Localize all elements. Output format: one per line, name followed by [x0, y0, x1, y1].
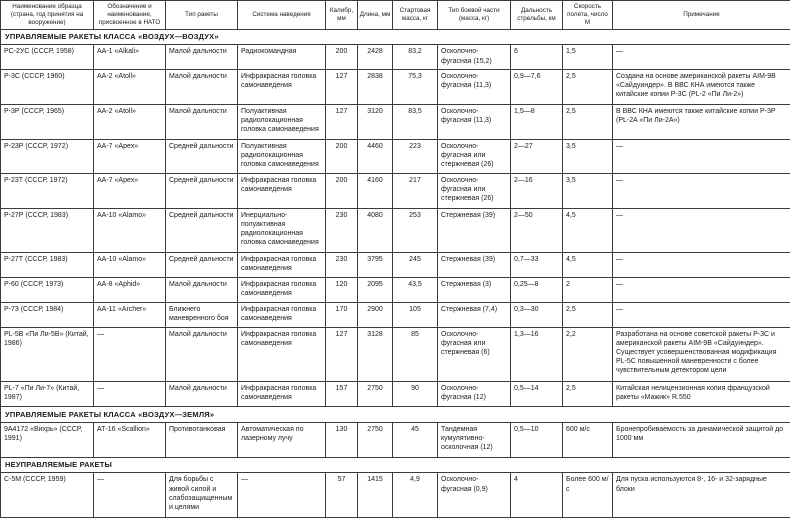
table-cell: Стержневая (39)	[438, 208, 511, 252]
table-cell: Осколочно-фугасная или стержневая (6)	[438, 328, 511, 382]
table-cell: 75,3	[393, 70, 438, 105]
table-cell: 200	[326, 45, 358, 70]
header-cell: Длина, мм	[358, 1, 393, 30]
table-cell: Р-73 (СССР, 1984)	[1, 303, 94, 328]
section-row	[1, 29, 790, 45]
table-cell: 2,5	[563, 70, 613, 105]
table-cell: АА-2 «Atoll»	[94, 70, 166, 105]
table-cell: Р-23Т (СССР, 1972)	[1, 174, 94, 209]
table-cell: 4,9	[393, 473, 438, 518]
table-cell: —	[613, 174, 790, 209]
section-header: УПРАВЛЯЕМЫЕ РАКЕТЫ КЛАССА «ВОЗДУХ—ЗЕМЛЯ»	[1, 407, 790, 423]
section-row	[1, 457, 790, 473]
table-cell: Инфракрасная головка самонаведения	[238, 303, 326, 328]
table-cell: Противотанковая	[166, 422, 238, 457]
table-cell: 0,5—10	[511, 422, 563, 457]
table-cell: Стержневая (3)	[438, 278, 511, 303]
table-cell: Средней дальности	[166, 139, 238, 174]
table-cell: Полуактивная радиолокационная головка самонаведения	[238, 139, 326, 174]
table-cell: 57	[326, 473, 358, 518]
table-cell: АА-7 «Apex»	[94, 174, 166, 209]
table-cell: 2,5	[563, 303, 613, 328]
table-cell: Малой дальности	[166, 104, 238, 139]
table-cell: 6	[511, 45, 563, 70]
table-row	[1, 45, 790, 70]
table-cell: Автоматическая по лазерному лучу	[238, 422, 326, 457]
table-cell: —	[94, 382, 166, 407]
table-cell: 2900	[358, 303, 393, 328]
table-cell: 127	[326, 70, 358, 105]
table-cell: —	[613, 303, 790, 328]
table-cell: 170	[326, 303, 358, 328]
table-cell: Инфракрасная головка самонаведения	[238, 328, 326, 382]
table-cell: 2428	[358, 45, 393, 70]
table-cell: Осколочно-фугасная или стержневая (26)	[438, 139, 511, 174]
header-cell: Примечание	[613, 1, 790, 30]
table-cell: Средней дальности	[166, 208, 238, 252]
table-cell: 245	[393, 253, 438, 278]
table-cell: АА-10 «Alamo»	[94, 253, 166, 278]
table-cell: АА-7 «Apex»	[94, 139, 166, 174]
table-cell: Малой дальности	[166, 278, 238, 303]
table-cell: 0,7—33	[511, 253, 563, 278]
table-cell: 600 м/с	[563, 422, 613, 457]
section-header: УПРАВЛЯЕМЫЕ РАКЕТЫ КЛАССА «ВОЗДУХ—ВОЗДУХ»	[1, 29, 790, 45]
table-row	[1, 382, 790, 407]
table-cell: 120	[326, 278, 358, 303]
table-cell: Малой дальности	[166, 45, 238, 70]
table-cell: 85	[393, 328, 438, 382]
table-cell: 83,2	[393, 45, 438, 70]
table-cell: 3795	[358, 253, 393, 278]
section-header: НЕУПРАВЛЯЕМЫЕ РАКЕТЫ	[1, 457, 790, 473]
table-cell: 4460	[358, 139, 393, 174]
table-cell: Осколочно-фугасная (11,3)	[438, 104, 511, 139]
table-cell: Стержневая (39)	[438, 253, 511, 278]
table-cell: —	[238, 473, 326, 518]
table-cell: Инфракрасная головка самонаведения	[238, 382, 326, 407]
table-cell: 223	[393, 139, 438, 174]
table-cell: 9А4172 «Вихрь» (СССР, 1991)	[1, 422, 94, 457]
table-cell: 200	[326, 139, 358, 174]
table-cell: 4	[511, 473, 563, 518]
table-cell: 0,25—8	[511, 278, 563, 303]
header-cell: Калибр, мм	[326, 1, 358, 30]
table-cell: 1,5—8	[511, 104, 563, 139]
table-cell: Осколочно-фугасная (11,3)	[438, 70, 511, 105]
table-cell: 0,5—14	[511, 382, 563, 407]
table-cell: Для борьбы с живой силой и слабозащищенными целями	[166, 473, 238, 518]
table-cell: Бронепробиваемость за динамической защитой до 1000 мм	[613, 422, 790, 457]
table-cell: 2—50	[511, 208, 563, 252]
table-cell: Р-23Р (СССР, 1972)	[1, 139, 94, 174]
table-cell: АА-1 «Alkali»	[94, 45, 166, 70]
table-row	[1, 303, 790, 328]
table-row	[1, 253, 790, 278]
table-header	[1, 1, 790, 30]
table-cell: —	[613, 139, 790, 174]
table-cell: 2,2	[563, 328, 613, 382]
table-cell: Осколочно-фугасная (0,9)	[438, 473, 511, 518]
table-cell: —	[613, 208, 790, 252]
table-cell: 3128	[358, 328, 393, 382]
table-cell: PL-5B «Пи Ли-5В» (Китай, 1986)	[1, 328, 94, 382]
table-cell: Средней дальности	[166, 253, 238, 278]
table-row	[1, 208, 790, 252]
table-cell: 4160	[358, 174, 393, 209]
header-cell: Стартовая масса, кг	[393, 1, 438, 30]
table-row	[1, 328, 790, 382]
table-row	[1, 70, 790, 105]
table-cell: Осколочно-фугасная (15,2)	[438, 45, 511, 70]
table-cell: 157	[326, 382, 358, 407]
table-cell: 3,5	[563, 139, 613, 174]
table-cell: —	[613, 45, 790, 70]
table-cell: 127	[326, 104, 358, 139]
table-cell: 2,5	[563, 104, 613, 139]
header-cell: Наименование образца (страна, год принятия на вооружение)	[1, 1, 94, 30]
table-cell: 4080	[358, 208, 393, 252]
table-cell: Разработана на основе советской ракеты Р-3С и американской ракеты AIM-9В «Сайдуиндер». Существует усовершенствованная модификация PL-5С повышенной маневренности с более чувствительным детектором цели	[613, 328, 790, 382]
table-cell: АТ-16 «Scallion»	[94, 422, 166, 457]
table-cell: 0,3—30	[511, 303, 563, 328]
table-cell: Инфракрасная головка самонаведения	[238, 278, 326, 303]
table-cell: Стержневая (7,4)	[438, 303, 511, 328]
table-cell: Малой дальности	[166, 382, 238, 407]
table-cell: АА-2 «Atoll»	[94, 104, 166, 139]
table-cell: 3,5	[563, 174, 613, 209]
table-cell: 130	[326, 422, 358, 457]
table-cell: 2095	[358, 278, 393, 303]
table-cell: —	[613, 253, 790, 278]
header-cell: Обозначение и наименование, присвоенное в НАТО	[94, 1, 166, 30]
table-cell: 2—16	[511, 174, 563, 209]
table-cell: 2838	[358, 70, 393, 105]
table-cell: Р-27Р (СССР, 1983)	[1, 208, 94, 252]
table-cell: Средней дальности	[166, 174, 238, 209]
table-cell: Инфракрасная головка самонаведения	[238, 253, 326, 278]
table-cell: Инфракрасная головка самонаведения	[238, 70, 326, 105]
table-cell: 0,9—7,6	[511, 70, 563, 105]
header-row	[1, 1, 790, 30]
table-cell: В ВВС КНА имеются также китайские копии Р-3Р (PL-2A «Пи Ли-2А»)	[613, 104, 790, 139]
table-cell: 83,5	[393, 104, 438, 139]
table-cell: Тандемная кумулятивно-осколочная (12)	[438, 422, 511, 457]
table-row	[1, 278, 790, 303]
table-cell: 217	[393, 174, 438, 209]
table-cell: 4,5	[563, 208, 613, 252]
table-body	[1, 29, 790, 517]
table-cell: 1415	[358, 473, 393, 518]
table-cell: Ближнего маневренного боя	[166, 303, 238, 328]
table-cell: Малой дальности	[166, 328, 238, 382]
table-cell: Малой дальности	[166, 70, 238, 105]
table-row	[1, 104, 790, 139]
table-cell: Китайская нелицензионная копия французской ракеты «Мажик» R.550	[613, 382, 790, 407]
table-cell: Полуактивная радиолокационная головка самонаведения	[238, 104, 326, 139]
table-cell: АА-11 «Archer»	[94, 303, 166, 328]
header-cell: Дальность стрельбы, км	[511, 1, 563, 30]
table-cell: 2	[563, 278, 613, 303]
table-cell: 230	[326, 253, 358, 278]
table-cell: —	[613, 278, 790, 303]
table-cell: С-5М (СССР, 1959)	[1, 473, 94, 518]
table-row	[1, 139, 790, 174]
table-cell: РС-2УС (СССР, 1958)	[1, 45, 94, 70]
table-cell: Радиокомандная	[238, 45, 326, 70]
table-cell: 3120	[358, 104, 393, 139]
table-cell: 90	[393, 382, 438, 407]
table-cell: 2—27	[511, 139, 563, 174]
table-row	[1, 174, 790, 209]
table-cell: Р-60 (СССР, 1973)	[1, 278, 94, 303]
table-cell: АА-8 «Aphid»	[94, 278, 166, 303]
table-cell: —	[94, 473, 166, 518]
table-cell: 253	[393, 208, 438, 252]
table-cell: Р-3С (СССР, 1960)	[1, 70, 94, 105]
header-cell: Система наведения	[238, 1, 326, 30]
table-cell: 127	[326, 328, 358, 382]
table-cell: Р-3Р (СССР, 1965)	[1, 104, 94, 139]
table-cell: Инфракрасная головка самонаведения	[238, 174, 326, 209]
table-cell: 230	[326, 208, 358, 252]
table-cell: 1,3—16	[511, 328, 563, 382]
table-cell: 2750	[358, 422, 393, 457]
table-cell: 45	[393, 422, 438, 457]
header-cell: Тип боевой части (масса, кг)	[438, 1, 511, 30]
table-cell: Инерциально-полуактивная радиолокационная головка самонаведения	[238, 208, 326, 252]
table-cell: 200	[326, 174, 358, 209]
table-cell: Для пуска используются 8-, 16- и 32-зарядные блоки	[613, 473, 790, 518]
table-cell: Осколочно-фугасная (12)	[438, 382, 511, 407]
table-cell: АА-10 «Alamo»	[94, 208, 166, 252]
table-row	[1, 422, 790, 457]
table-cell: Осколочно-фугасная или стержневая (26)	[438, 174, 511, 209]
table-cell: PL-7 «Пи Ли-7» (Китай, 1987)	[1, 382, 94, 407]
section-row	[1, 407, 790, 423]
header-cell: Скорость полета, число М	[563, 1, 613, 30]
header-cell: Тип ракеты	[166, 1, 238, 30]
table-row	[1, 473, 790, 518]
table-cell: 4,5	[563, 253, 613, 278]
table-cell: Р-27Т (СССР, 1983)	[1, 253, 94, 278]
table-cell: 2750	[358, 382, 393, 407]
table-cell: Более 600 м/с	[563, 473, 613, 518]
table-cell: 1,5	[563, 45, 613, 70]
table-cell: 2,5	[563, 382, 613, 407]
table-cell: Создана на основе американской ракеты AIM-9В «Сайдуиндер». В ВВС КНА имеются также китайские копии Р-3С (PL-2 «Пи Ли-2»)	[613, 70, 790, 105]
table-cell: 43,5	[393, 278, 438, 303]
table-cell: —	[94, 328, 166, 382]
table-cell: 105	[393, 303, 438, 328]
